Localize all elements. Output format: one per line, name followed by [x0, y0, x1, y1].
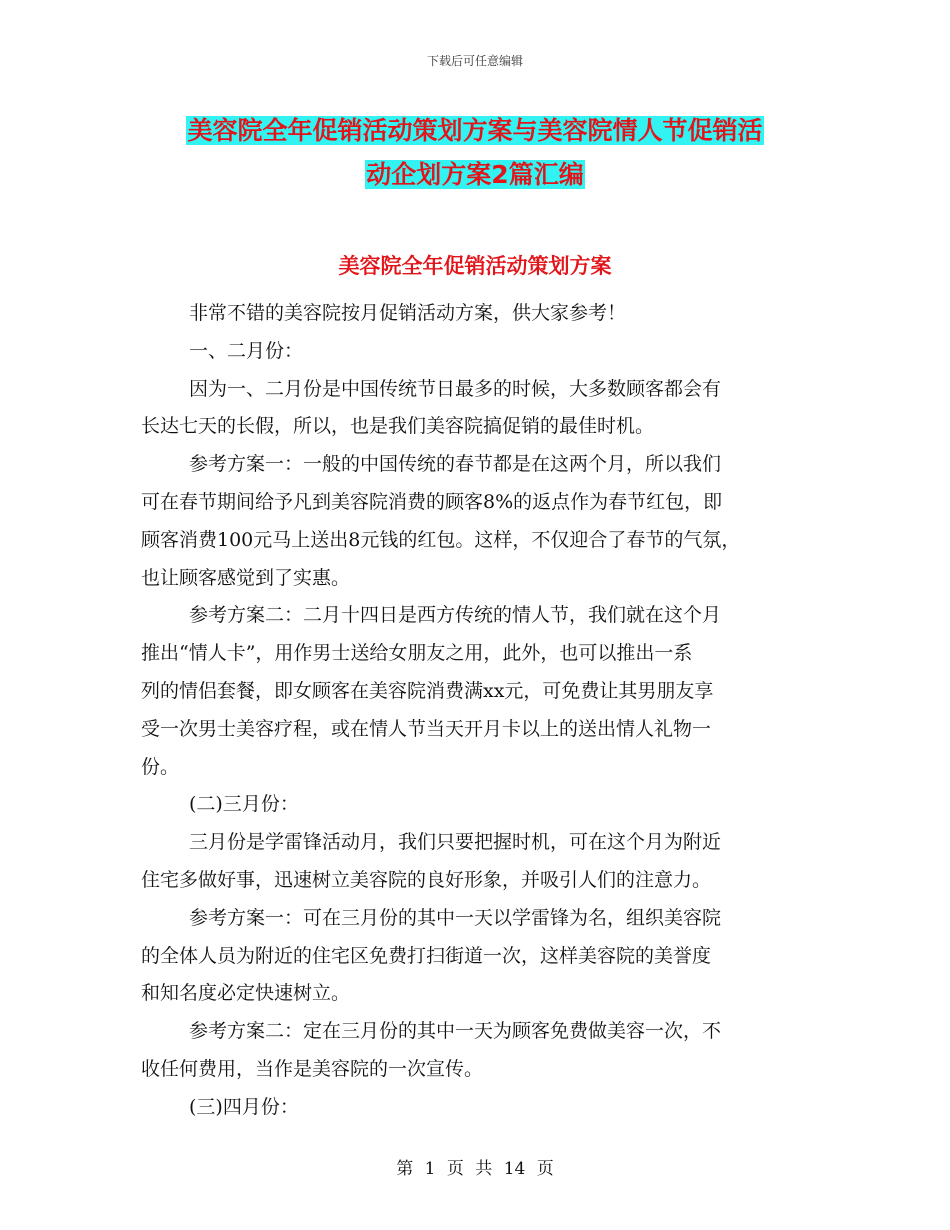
paragraph-line: 非常不错的美容院按月促销活动方案，供大家参考！	[189, 302, 627, 324]
paragraph-line: 参考方案二：定在三月份的其中一天为顾客免费做美容一次，不	[189, 1020, 722, 1043]
paragraph-line: (三)四月份：	[189, 1095, 299, 1118]
paragraph-line: 顾客消费100元马上送出8元钱的红包。这样，不仅迎合了春节的气氛，	[141, 528, 741, 551]
paragraph-line: 可在春节期间给予凡到美容院消费的顾客8%的返点作为春节红包，即	[141, 490, 723, 513]
paragraph-line: 份。	[141, 755, 180, 778]
paragraph-line: 住宅多做好事，迅速树立美容院的良好形象，并吸引人们的注意力。	[141, 868, 712, 891]
paragraph-line: 和知名度必定快速树立。	[141, 982, 351, 1005]
paragraph-line: (二)三月份：	[189, 793, 299, 816]
title-highlight-1: 美容院全年促销活动策划方案与美容院情人节促销活	[187, 116, 763, 145]
paragraph-line: 参考方案二：二月十四日是西方传统的情人节，我们就在这个月	[189, 604, 722, 627]
paragraph-line: 的全体人员为附近的住宅区免费打扫街道一次，这样美容院的美誉度	[141, 944, 712, 967]
paragraph-line: 三月份是学雷锋活动月，我们只要把握时机，可在这个月为附近	[189, 831, 722, 854]
paragraph-line: 因为一、二月份是中国传统节日最多的时候，大多数顾客都会有	[189, 377, 722, 400]
paragraph-line: 推出“情人卡”，用作男士送给女朋友之用，此外，也可以推出一系	[141, 642, 693, 665]
section-title: 美容院全年促销活动策划方案	[338, 254, 612, 278]
paragraph-line: 也让顾客感觉到了实惠。	[141, 566, 351, 589]
paragraph-line: 参考方案一：可在三月份的其中一天以学雷锋为名，组织美容院	[189, 906, 722, 929]
paragraph-line: 列的情侣套餐，即女顾客在美容院消费满xx元，可免费让其男朋友享	[141, 679, 714, 702]
document-title-line-2	[0, 158, 950, 192]
paragraph-line: 参考方案一：一般的中国传统的春节都是在这两个月，所以我们	[189, 453, 722, 476]
title-highlight-2: 动企划方案2篇汇编	[366, 160, 584, 189]
paragraph-line: 受一次男士美容疗程，或在情人节当天开月卡以上的送出情人礼物一	[141, 717, 712, 740]
document-title-line-1	[0, 114, 950, 148]
header-note: 下载后可任意编辑	[426, 54, 523, 68]
paragraph-line: 一、二月份：	[189, 339, 304, 362]
paragraph-line: 长达七天的长假，所以，也是我们美容院搞促销的最佳时机。	[141, 415, 655, 438]
page-footer: 第 1 页 共 14 页	[396, 1159, 554, 1179]
paragraph-line: 收任何费用，当作是美容院的一次宣传。	[141, 1057, 484, 1080]
body-text	[141, 295, 831, 1127]
